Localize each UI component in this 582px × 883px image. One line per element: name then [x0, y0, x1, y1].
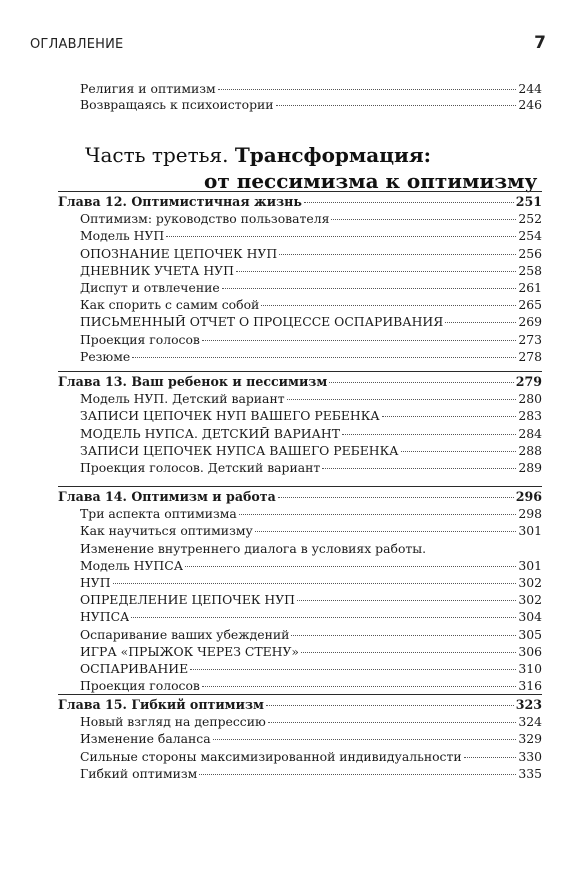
- toc-entry-page: 283: [518, 408, 542, 423]
- toc-entry-page: 269: [518, 314, 542, 329]
- toc-entry-page: 301: [518, 523, 542, 538]
- toc-entry: [80, 507, 542, 521]
- toc-entry-title: Изменение баланса: [80, 732, 211, 746]
- dot-leader: [166, 236, 516, 237]
- toc-entry-title: Глава 13. Ваш ребенок и пессимизм: [58, 375, 328, 389]
- toc-entry-title: Как спорить с самим собой: [80, 298, 260, 312]
- dot-leader: [291, 635, 516, 636]
- toc-entry: [80, 542, 542, 556]
- dot-leader: [276, 105, 517, 106]
- toc-entry-page: 288: [518, 443, 542, 458]
- toc-entry-title: Религия и оптимизм: [80, 82, 216, 96]
- toc-entry-page: 261: [518, 280, 542, 295]
- dot-leader: [382, 416, 517, 417]
- toc-entry: [80, 333, 542, 347]
- dot-leader: [190, 669, 516, 670]
- toc-entry-page: 284: [518, 426, 542, 441]
- toc-entry: [80, 576, 542, 590]
- toc-entry: [80, 767, 542, 781]
- dot-leader: [297, 600, 516, 601]
- toc-entry-title: Диспут и отвлечение: [80, 281, 220, 295]
- toc-entry-title: Резюме: [80, 350, 131, 364]
- dot-leader: [239, 514, 517, 515]
- dot-leader: [185, 566, 516, 567]
- dot-leader: [464, 757, 517, 758]
- part-subtitle: от пессимизма к оптимизму: [204, 169, 538, 193]
- toc-entry-page: 289: [518, 460, 542, 475]
- toc-entry: [80, 628, 542, 642]
- toc-entry: [80, 98, 542, 112]
- toc-entry-title: Гибкий оптимизм: [80, 767, 198, 781]
- toc-entry-title: Изменение внутреннего диалога в условиях работы.: [80, 542, 427, 556]
- toc-entry-title: Возвращаясь к психоистории: [80, 98, 274, 112]
- toc-entry-title: Модель НУП: [80, 229, 165, 243]
- dot-leader: [401, 451, 517, 452]
- toc-entry-title: ЗАПИСИ ЦЕПОЧЕК НУПСА ВАШЕГО РЕБЕНКА: [80, 444, 399, 458]
- toc-entry-page: 302: [518, 592, 542, 607]
- toc-entry-page: 265: [518, 297, 542, 312]
- toc-entry-page: 279: [515, 374, 542, 389]
- page-number: 7: [534, 33, 546, 53]
- part-heading: [85, 142, 538, 193]
- dot-leader: [287, 399, 517, 400]
- dot-leader: [266, 705, 514, 706]
- toc-entry-page: 258: [518, 263, 542, 278]
- dot-leader: [301, 652, 516, 653]
- toc-entry: [80, 409, 542, 423]
- toc-entry-page: 273: [518, 332, 542, 347]
- toc-entry: [80, 559, 542, 573]
- dot-leader: [304, 202, 514, 203]
- toc-entry-page: 304: [518, 609, 542, 624]
- section-divider: [58, 371, 542, 372]
- section-divider: [58, 694, 542, 695]
- toc-entry: [80, 264, 542, 278]
- toc-entry: [80, 524, 542, 538]
- toc-entry: [80, 750, 542, 764]
- dot-leader: [261, 305, 516, 306]
- dot-leader: [329, 382, 513, 383]
- toc-entry-title: Глава 14. Оптимизм и работа: [58, 490, 276, 504]
- section-divider: [58, 486, 542, 487]
- chapter-entry: [58, 698, 542, 712]
- toc-entry-page: 330: [518, 749, 542, 764]
- dot-leader: [132, 357, 516, 358]
- toc-entry-title: Оптимизм: руководство пользователя: [80, 212, 330, 226]
- toc-entry-page: 306: [518, 644, 542, 659]
- dot-leader: [255, 531, 517, 532]
- dot-leader: [199, 774, 516, 775]
- toc-entry-title: Проекция голосов. Детский вариант: [80, 461, 321, 475]
- toc-entry: [80, 593, 542, 607]
- chapter-entry: [58, 490, 542, 504]
- dot-leader: [218, 89, 517, 90]
- toc-entry-title: ЗАПИСИ ЦЕПОЧЕК НУП ВАШЕГО РЕБЕНКА: [80, 409, 380, 423]
- toc-entry-title: Сильные стороны максимизированной индивидуальности: [80, 750, 462, 764]
- toc-entry-page: 246: [518, 97, 542, 112]
- toc-entry-page: 280: [518, 391, 542, 406]
- running-head: ОГЛАВЛЕНИЕ: [30, 37, 124, 52]
- toc-entry: [80, 229, 542, 243]
- toc-entry-page: 316: [518, 678, 542, 693]
- toc-entry-page: 324: [518, 714, 542, 729]
- toc-entry-page: 278: [518, 349, 542, 364]
- toc-entry: [80, 427, 542, 441]
- section-divider: [58, 191, 542, 192]
- toc-entry-title: НУПСА: [80, 610, 130, 624]
- part-label: Часть третья.: [85, 143, 235, 167]
- toc-entry: [80, 461, 542, 475]
- toc-entry: [80, 732, 542, 746]
- chapter-entry: [58, 375, 542, 389]
- toc-entry-title: МОДЕЛЬ НУПСА. ДЕТСКИЙ ВАРИАНТ: [80, 427, 340, 441]
- toc-entry-title: Оспаривание ваших убеждений: [80, 628, 290, 642]
- toc-entry-title: Как научиться оптимизму: [80, 524, 253, 538]
- toc-entry-title: Модель НУПСА: [80, 559, 184, 573]
- toc-entry: [80, 281, 542, 295]
- dot-leader: [268, 722, 517, 723]
- chapter-entry: [58, 195, 542, 209]
- dot-leader: [202, 686, 516, 687]
- toc-entry: [80, 662, 542, 676]
- toc-entry: [80, 315, 542, 329]
- toc-entry: [80, 444, 542, 458]
- toc-entry-page: 251: [515, 194, 542, 209]
- toc-entry-title: Проекция голосов: [80, 333, 200, 347]
- toc-entry-page: 329: [518, 731, 542, 746]
- toc-entry: [80, 82, 542, 96]
- toc-entry-page: 254: [518, 228, 542, 243]
- toc-entry-page: 296: [515, 489, 542, 504]
- toc-entry-title: Глава 15. Гибкий оптимизм: [58, 698, 264, 712]
- toc-entry-page: 301: [518, 558, 542, 573]
- toc-entry-page: 335: [518, 766, 542, 781]
- toc-entry: [80, 350, 542, 364]
- dot-leader: [445, 322, 516, 323]
- toc-entry-page: 244: [518, 81, 542, 96]
- toc-entry-title: Глава 12. Оптимистичная жизнь: [58, 195, 302, 209]
- toc-entry-title: ОСПАРИВАНИЕ: [80, 662, 189, 676]
- toc-entry-page: 252: [518, 211, 542, 226]
- toc-entry: [80, 298, 542, 312]
- part-title: Трансформация:: [234, 143, 431, 167]
- toc-entry-title: ОПРЕДЕЛЕНИЕ ЦЕПОЧЕК НУП: [80, 593, 295, 607]
- dot-leader: [222, 288, 517, 289]
- dot-leader: [236, 271, 516, 272]
- toc-entry-page: 305: [518, 627, 542, 642]
- toc-entry-page: 256: [518, 246, 542, 261]
- toc-entry-title: Модель НУП. Детский вариант: [80, 392, 285, 406]
- toc-entry-page: 310: [518, 661, 542, 676]
- toc-entry: [80, 715, 542, 729]
- dot-leader: [202, 340, 516, 341]
- toc-entry-title: НУП: [80, 576, 111, 590]
- toc-entry: [80, 645, 542, 659]
- toc-entry: [80, 610, 542, 624]
- toc-entry-title: Проекция голосов: [80, 679, 200, 693]
- toc-entry: [80, 247, 542, 261]
- dot-leader: [213, 739, 517, 740]
- toc-entry: [80, 392, 542, 406]
- toc-entry-title: Три аспекта оптимизма: [80, 507, 237, 521]
- dot-leader: [279, 254, 516, 255]
- toc-entry: [80, 679, 542, 693]
- toc-entry-title: ДНЕВНИК УЧЕТА НУП: [80, 264, 234, 278]
- toc-entry-title: ИГРА «ПРЫЖОК ЧЕРЕЗ СТЕНУ»: [80, 645, 299, 659]
- toc-entry-title: ОПОЗНАНИЕ ЦЕПОЧЕК НУП: [80, 247, 278, 261]
- dot-leader: [322, 468, 516, 469]
- dot-leader: [331, 219, 516, 220]
- toc-entry-title: ПИСЬМЕННЫЙ ОТЧЕТ О ПРОЦЕССЕ ОСПАРИВАНИЯ: [80, 315, 444, 329]
- dot-leader: [131, 617, 516, 618]
- dot-leader: [342, 434, 516, 435]
- dot-leader: [278, 497, 514, 498]
- dot-leader: [113, 583, 517, 584]
- toc-entry-page: 323: [515, 697, 542, 712]
- toc-entry-page: 298: [518, 506, 542, 521]
- toc-entry: [80, 212, 542, 226]
- toc-entry-page: 302: [518, 575, 542, 590]
- toc-entry-title: Новый взгляд на депрессию: [80, 715, 266, 729]
